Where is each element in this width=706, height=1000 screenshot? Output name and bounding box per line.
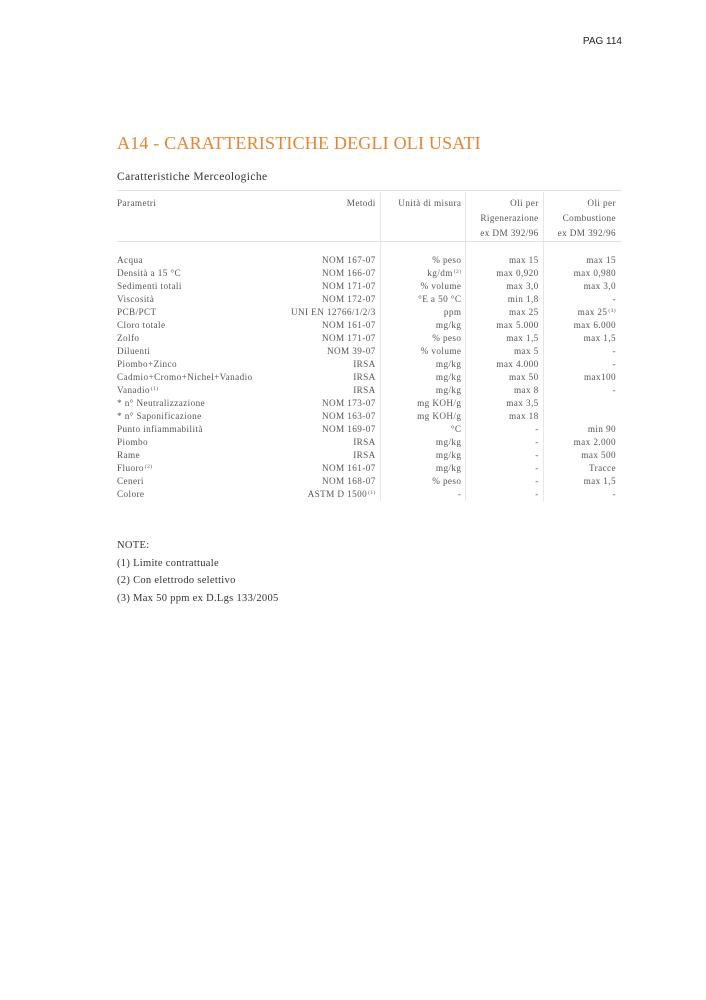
table-row [117, 332, 622, 345]
cell-parametro-value: Rame [117, 450, 141, 460]
cell-rigenerazione-value: max 8 [513, 385, 539, 395]
footnote-ref: (2) [453, 269, 462, 275]
note-item: (2) Con elettrodo selettivo [117, 575, 236, 586]
cell-unita [380, 293, 466, 306]
cell-parametro [117, 462, 277, 475]
cell-metodo-value: NOM 163-07 [321, 411, 376, 421]
cell-rigenerazione [466, 371, 543, 384]
cell-rigenerazione-value: - [535, 437, 539, 447]
cell-parametro [117, 449, 277, 462]
table-header-row [117, 192, 622, 242]
footnote-ref: (1) [368, 490, 376, 496]
cell-parametro [117, 293, 277, 306]
cell-combustione-value: max 25 [577, 307, 608, 317]
cell-parametro-value: Piombo [117, 437, 148, 447]
cell-unita-value: % peso [432, 255, 462, 265]
notes-section [117, 537, 279, 607]
cell-rigenerazione [466, 475, 543, 488]
cell-parametro [117, 358, 277, 371]
table-row [117, 436, 622, 449]
cell-metodo [277, 397, 380, 410]
cell-parametro-value: Diluenti [117, 346, 151, 356]
cell-parametro [117, 306, 277, 319]
notes-heading: NOTE: [117, 540, 150, 551]
cell-rigenerazione-value: max 3,5 [506, 398, 539, 408]
cell-metodo-value: UNI EN 12766/1/2/3 [290, 307, 376, 317]
cell-unita-value: mg/kg [435, 450, 462, 460]
table-row [117, 449, 622, 462]
cell-unita-value: - [457, 489, 462, 499]
cell-parametro [117, 488, 277, 501]
cell-rigenerazione [466, 384, 543, 397]
cell-rigenerazione [466, 358, 543, 371]
header-combustione-line: ex DM 392/96 [557, 228, 616, 238]
cell-metodo [277, 410, 380, 423]
cell-metodo [277, 306, 380, 319]
cell-combustione [543, 449, 622, 462]
cell-metodo-value: IRSA [353, 372, 376, 382]
table-row [117, 462, 622, 475]
cell-combustione-value: max 3,0 [583, 281, 616, 291]
header-rigenerazione-line: ex DM 392/96 [480, 228, 539, 238]
cell-combustione-value: - [612, 346, 616, 356]
header-combustione-line: Oli per [587, 198, 616, 208]
cell-rigenerazione [466, 410, 543, 423]
table-row [117, 488, 622, 501]
cell-metodo [277, 384, 380, 397]
cell-unita-value: % volume [420, 346, 462, 356]
table-spacer-row [117, 242, 622, 255]
cell-unita [380, 397, 466, 410]
cell-unita [380, 410, 466, 423]
cell-parametro-value: Zolfo [117, 333, 140, 343]
cell-combustione-value: min 90 [587, 424, 616, 434]
cell-parametro [117, 475, 277, 488]
cell-metodo [277, 319, 380, 332]
cell-parametro [117, 267, 277, 280]
cell-unita-value: mg/kg [435, 437, 462, 447]
table-top-rule [117, 190, 622, 191]
cell-parametro [117, 332, 277, 345]
header-rigenerazione-line: Rigenerazione [480, 213, 539, 223]
cell-rigenerazione-value: max 5 [513, 346, 539, 356]
cell-parametro [117, 345, 277, 358]
cell-parametro [117, 397, 277, 410]
cell-unita-value: mg/kg [435, 359, 462, 369]
cell-metodo-value: NOM 171-07 [321, 281, 376, 291]
cell-rigenerazione [466, 254, 543, 267]
cell-combustione-value: - [612, 359, 616, 369]
cell-rigenerazione [466, 397, 543, 410]
cell-unita [380, 267, 466, 280]
cell-metodo-value: NOM 172-07 [321, 294, 376, 304]
cell-rigenerazione [466, 423, 543, 436]
cell-rigenerazione [466, 280, 543, 293]
cell-parametro [117, 423, 277, 436]
cell-metodo-value: NOM 168-07 [321, 476, 376, 486]
cell-combustione [543, 371, 622, 384]
cell-parametro [117, 436, 277, 449]
cell-combustione [543, 345, 622, 358]
cell-rigenerazione [466, 462, 543, 475]
header-combustione-line: Combustione [562, 213, 616, 223]
cell-unita [380, 371, 466, 384]
cell-rigenerazione-value: max 1,5 [506, 333, 539, 343]
cell-rigenerazione [466, 319, 543, 332]
cell-metodo [277, 423, 380, 436]
cell-combustione-value: max 500 [581, 450, 616, 460]
cell-metodo-value: ASTM D 1500 [307, 489, 368, 499]
table-row [117, 423, 622, 436]
cell-metodo [277, 436, 380, 449]
cell-unita [380, 384, 466, 397]
cell-metodo [277, 332, 380, 345]
cell-unita-value: kg/dm [427, 268, 453, 278]
table-row [117, 475, 622, 488]
cell-rigenerazione [466, 267, 543, 280]
cell-unita-value: °C [450, 424, 462, 434]
table-row [117, 306, 622, 319]
cell-combustione-value: - [612, 294, 616, 304]
cell-rigenerazione-value: max 0,920 [496, 268, 539, 278]
cell-combustione [543, 332, 622, 345]
cell-rigenerazione [466, 306, 543, 319]
table-row [117, 319, 622, 332]
cell-metodo [277, 371, 380, 384]
cell-parametro-value: Vanadio [117, 385, 150, 395]
cell-metodo-value: NOM 171-07 [321, 333, 376, 343]
cell-rigenerazione-value: max 50 [508, 372, 539, 382]
cell-unita-value: mg/kg [435, 372, 462, 382]
footnote-ref: (1) [150, 386, 159, 392]
cell-unita [380, 319, 466, 332]
header-combustione [543, 192, 622, 242]
note-item: (3) Max 50 ppm ex D.Lgs 133/2005 [117, 592, 279, 604]
cell-metodo [277, 488, 380, 501]
cell-parametro-value: Fluoro [117, 463, 144, 473]
footnote-ref: (3) [608, 308, 616, 314]
cell-parametro [117, 319, 277, 332]
cell-combustione [543, 475, 622, 488]
cell-rigenerazione-value: max 18 [508, 411, 539, 421]
page-number: PAG 114 [582, 36, 622, 47]
cell-unita-value: mg KOH/g [417, 398, 462, 408]
page-title: A14 - CARATTERISTICHE DEGLI OLI USATI [117, 133, 481, 153]
table-row [117, 371, 622, 384]
cell-combustione [543, 319, 622, 332]
cell-metodo [277, 345, 380, 358]
cell-unita [380, 436, 466, 449]
cell-parametro [117, 384, 277, 397]
cell-combustione [543, 397, 622, 410]
cell-combustione-value: max 15 [586, 255, 616, 265]
cell-unita-value: mg/kg [435, 320, 462, 330]
header-unita: Unità di misura [380, 192, 466, 242]
table-row [117, 397, 622, 410]
cell-unita-value: mg KOH/g [417, 411, 462, 421]
cell-metodo [277, 358, 380, 371]
cell-metodo-value: NOM 161-07 [321, 320, 376, 330]
cell-unita-value: mg/kg [435, 463, 462, 473]
cell-unita [380, 449, 466, 462]
cell-unita [380, 254, 466, 267]
cell-rigenerazione-value: max 3,0 [506, 281, 539, 291]
cell-parametro-value: PCB/PCT [117, 307, 157, 317]
cell-metodo-value: IRSA [353, 450, 376, 460]
cell-parametro-value: Viscosità [117, 294, 155, 304]
cell-rigenerazione-value: - [535, 463, 539, 473]
cell-combustione [543, 267, 622, 280]
cell-parametro-value: * n° Saponificazione [117, 411, 202, 421]
table-row [117, 280, 622, 293]
cell-metodo-value: NOM 173-07 [321, 398, 376, 408]
cell-rigenerazione-value: max 5.000 [496, 320, 539, 330]
cell-parametro [117, 280, 277, 293]
cell-combustione [543, 254, 622, 267]
cell-combustione [543, 423, 622, 436]
cell-unita-value: mg/kg [435, 385, 462, 395]
cell-parametro-value: Cadmio+Cromo+Nichel+Vanadio [117, 372, 253, 382]
cell-unita [380, 488, 466, 501]
cell-metodo-value: NOM 166-07 [321, 268, 376, 278]
cell-combustione [543, 384, 622, 397]
cell-rigenerazione-value: - [535, 489, 539, 499]
cell-parametro-value: Acqua [117, 255, 143, 265]
table-row [117, 267, 622, 280]
cell-metodo [277, 475, 380, 488]
table-row [117, 345, 622, 358]
cell-combustione-value: max 1,5 [583, 333, 616, 343]
cell-rigenerazione-value: max 15 [508, 255, 539, 265]
cell-parametro-value: Densità a 15 °C [117, 268, 182, 278]
cell-combustione [543, 436, 622, 449]
cell-parametro-value: Sedimenti totali [117, 281, 182, 291]
cell-combustione [543, 462, 622, 475]
cell-rigenerazione-value: - [535, 424, 539, 434]
characteristics-table [117, 192, 622, 501]
cell-parametro [117, 410, 277, 423]
cell-combustione [543, 358, 622, 371]
table-row [117, 410, 622, 423]
cell-rigenerazione-value: max 25 [508, 307, 539, 317]
cell-parametro-value: Punto infiammabilità [117, 424, 203, 434]
cell-unita [380, 423, 466, 436]
cell-rigenerazione [466, 293, 543, 306]
cell-unita-value: % peso [432, 333, 462, 343]
cell-unita [380, 280, 466, 293]
cell-metodo [277, 254, 380, 267]
cell-metodo-value: NOM 169-07 [321, 424, 376, 434]
cell-rigenerazione-value: - [535, 476, 539, 486]
cell-metodo [277, 280, 380, 293]
cell-combustione-value: Tracce [588, 463, 616, 473]
cell-metodo [277, 449, 380, 462]
header-rigenerazione-line: Oli per [510, 198, 539, 208]
cell-metodo-value: IRSA [353, 359, 376, 369]
section-subtitle: Caratteristiche Merceologiche [117, 171, 268, 183]
cell-combustione-value: max 0,980 [573, 268, 616, 278]
cell-combustione [543, 410, 622, 423]
cell-rigenerazione [466, 436, 543, 449]
cell-unita-value: °E a 50 °C [418, 294, 462, 304]
cell-metodo-value: IRSA [353, 385, 376, 395]
header-parametri: Parametri [117, 192, 277, 242]
table-row [117, 384, 622, 397]
table-row [117, 358, 622, 371]
cell-metodo [277, 267, 380, 280]
header-metodi: Metodi [277, 192, 380, 242]
cell-combustione [543, 488, 622, 501]
header-rigenerazione [466, 192, 543, 242]
cell-parametro-value: Colore [117, 489, 145, 499]
cell-rigenerazione-value: min 1,8 [507, 294, 539, 304]
cell-unita-value: % peso [432, 476, 462, 486]
cell-rigenerazione [466, 449, 543, 462]
cell-metodo-value: NOM 161-07 [321, 463, 376, 473]
note-item: (1) Limite contrattuale [117, 557, 219, 569]
cell-unita [380, 332, 466, 345]
cell-metodo-value: NOM 167-07 [321, 255, 376, 265]
cell-unita-value: % volume [420, 281, 462, 291]
cell-rigenerazione-value: - [535, 450, 539, 460]
cell-parametro-value: Cloro totale [117, 320, 166, 330]
cell-unita [380, 462, 466, 475]
cell-metodo-value: NOM 39-07 [326, 346, 376, 356]
cell-combustione-value: max 2.000 [573, 437, 616, 447]
cell-combustione-value: max100 [584, 372, 616, 382]
cell-parametro [117, 254, 277, 267]
cell-unita [380, 345, 466, 358]
cell-combustione [543, 280, 622, 293]
cell-rigenerazione [466, 332, 543, 345]
cell-combustione [543, 306, 622, 319]
cell-unita [380, 306, 466, 319]
cell-unita-value: ppm [443, 307, 462, 317]
cell-combustione-value: max 6.000 [573, 320, 616, 330]
cell-unita [380, 475, 466, 488]
cell-combustione-value: - [612, 489, 616, 499]
cell-parametro-value: Piombo+Zinco [117, 359, 178, 369]
cell-parametro [117, 371, 277, 384]
cell-rigenerazione [466, 345, 543, 358]
cell-combustione-value: max 1,5 [583, 476, 616, 486]
cell-metodo [277, 462, 380, 475]
cell-metodo-value: IRSA [353, 437, 376, 447]
cell-combustione-value: - [612, 385, 616, 395]
table-row [117, 254, 622, 267]
cell-unita [380, 358, 466, 371]
cell-rigenerazione-value: max 4.000 [496, 359, 539, 369]
footnote-ref: (2) [144, 464, 153, 470]
cell-parametro-value: * n° Neutralizzazione [117, 398, 206, 408]
cell-parametro-value: Ceneri [117, 476, 144, 486]
cell-rigenerazione [466, 488, 543, 501]
cell-combustione [543, 293, 622, 306]
cell-metodo [277, 293, 380, 306]
table-row [117, 293, 622, 306]
